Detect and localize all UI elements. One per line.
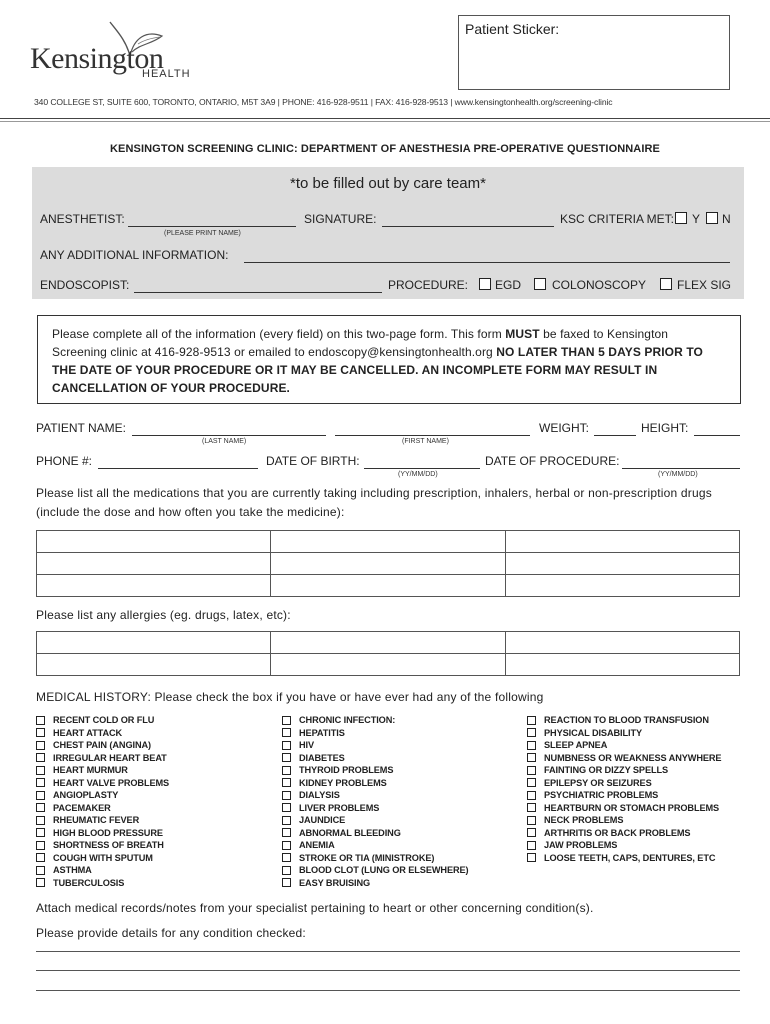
table-cell[interactable] (505, 575, 739, 597)
condition-checkbox[interactable] (282, 778, 291, 787)
ksc-no-label: N (722, 212, 731, 226)
medical-history-item (282, 814, 469, 827)
medical-history-item (527, 839, 721, 852)
phone-label: PHONE #: (36, 454, 93, 468)
condition-checkbox[interactable] (527, 728, 536, 737)
last-name-field[interactable] (132, 435, 326, 436)
patient-sticker-label: Patient Sticker: (465, 21, 560, 37)
condition-checkbox[interactable] (282, 716, 291, 725)
allergies-prompt: Please list any allergies (eg. drugs, latex, etc): (36, 608, 291, 622)
medical-history-item (282, 764, 469, 777)
medical-history-item (282, 789, 469, 802)
notice-text-2: be faxed to Kensington Screening clinic at 416-928-9513 or emailed to endoscopy@kensingtonhealth.org (52, 327, 669, 359)
medical-history-item (527, 789, 721, 802)
procedure-flex-sig-checkbox[interactable] (660, 278, 672, 290)
table-cell[interactable] (37, 531, 271, 553)
logo-health: HEALTH (142, 68, 191, 80)
attach-records-note: Attach medical records/notes from your specialist pertaining to heart or other concerning condition(s). (36, 901, 594, 915)
endoscopist-field[interactable] (134, 292, 382, 293)
condition-label: ANEMIA (299, 840, 335, 850)
condition-checkbox[interactable] (282, 878, 291, 887)
table-cell[interactable] (37, 553, 271, 575)
condition-checkbox[interactable] (282, 866, 291, 875)
care-team-section (32, 167, 744, 299)
medical-history-item (36, 864, 169, 877)
procedure-colonoscopy-label: COLONOSCOPY (552, 278, 647, 292)
medical-history-item (282, 714, 469, 727)
medical-history-item (36, 839, 169, 852)
condition-label: COUGH WITH SPUTUM (53, 852, 153, 863)
completion-notice (37, 315, 741, 404)
medical-history-col-2 (282, 714, 469, 889)
table-row (37, 531, 740, 553)
form-title: KENSINGTON SCREENING CLINIC: DEPARTMENT OF ANESTHESIA PRE-OPERATIVE QUESTIONNAIRE (110, 143, 660, 155)
medical-history-item (282, 877, 469, 890)
condition-checkbox[interactable] (527, 778, 536, 787)
condition-label: BLOOD CLOT (LUNG OR ELSEWHERE) (299, 865, 469, 875)
table-row (37, 654, 740, 676)
table-cell[interactable] (37, 575, 271, 597)
medical-history-item (527, 814, 721, 827)
medical-history-item (527, 752, 721, 765)
medical-history-item (36, 764, 169, 777)
condition-label: PHYSICAL DISABILITY (544, 727, 642, 738)
condition-label: LOOSE TEETH, CAPS, DENTURES, ETC (544, 852, 716, 863)
condition-checkbox[interactable] (527, 803, 536, 812)
medical-history-item (36, 777, 169, 790)
medical-history-item (527, 827, 721, 840)
medical-history-item (527, 714, 721, 727)
weight-field[interactable] (594, 435, 636, 436)
table-cell[interactable] (271, 531, 505, 553)
logo (30, 18, 200, 80)
condition-label: HEART VALVE PROBLEMS (53, 777, 170, 788)
condition-checkbox[interactable] (36, 828, 45, 837)
condition-label: ARTHRITIS OR BACK PROBLEMS (544, 827, 691, 838)
ksc-no-checkbox[interactable] (706, 212, 718, 224)
condition-label: SLEEP APNEA (544, 740, 608, 750)
condition-checkbox[interactable] (36, 853, 45, 862)
signature-field[interactable] (382, 226, 554, 227)
condition-label: RHEUMATIC FEVER (53, 815, 140, 825)
height-label: HEIGHT: (641, 421, 689, 435)
condition-checkbox[interactable] (527, 766, 536, 775)
medications-table (36, 530, 740, 597)
condition-label: REACTION TO BLOOD TRANSFUSION (544, 715, 709, 725)
header-divider (0, 118, 770, 119)
last-name-hint: (LAST NAME) (202, 438, 247, 445)
patient-sticker-box (458, 15, 730, 90)
condition-label: CHEST PAIN (ANGINA) (53, 740, 151, 750)
procedure-label: PROCEDURE: (388, 278, 469, 292)
table-cell[interactable] (271, 654, 505, 676)
condition-checkbox[interactable] (36, 878, 45, 887)
procedure-colonoscopy-checkbox[interactable] (534, 278, 546, 290)
condition-checkbox[interactable] (282, 791, 291, 800)
clinic-address: 340 COLLEGE ST, SUITE 600, TORONTO, ONTARIO, M5T 3A9 | PHONE: 416-928-9511 | FAX: 416-928-9513 | www.kensingtonhealth.org/screening-clinic (34, 97, 613, 107)
medical-history-item (527, 764, 721, 777)
procedure-date-hint: (YY/MM/DD) (658, 471, 698, 478)
medical-history-item (527, 777, 721, 790)
procedure-date-label: DATE OF PROCEDURE: (485, 454, 620, 468)
dob-hint: (YY/MM/DD) (398, 471, 438, 478)
condition-checkbox[interactable] (282, 803, 291, 812)
condition-checkbox[interactable] (36, 803, 45, 812)
medical-history-item (36, 802, 169, 815)
header-divider-2 (0, 121, 770, 122)
endoscopist-label: ENDOSCOPIST: (40, 278, 130, 292)
table-cell[interactable] (505, 654, 739, 676)
medical-history-item (282, 864, 469, 877)
condition-label: NUMBNESS OR WEAKNESS ANYWHERE (544, 752, 722, 763)
medical-history-item (36, 727, 169, 740)
condition-checkbox[interactable] (36, 791, 45, 800)
details-line[interactable] (36, 951, 740, 952)
condition-label: FAINTING OR DIZZY SPELLS (544, 765, 669, 775)
table-cell[interactable] (37, 654, 271, 676)
condition-label: STROKE OR TIA (MINISTROKE) (299, 852, 435, 863)
details-prompt: Please provide details for any condition checked: (36, 926, 306, 940)
table-cell[interactable] (271, 632, 505, 654)
medical-history-item (36, 714, 169, 727)
details-line[interactable] (36, 970, 740, 971)
condition-checkbox[interactable] (527, 853, 536, 862)
condition-label: RECENT COLD OR FLU (53, 715, 155, 725)
condition-checkbox[interactable] (36, 866, 45, 875)
condition-checkbox[interactable] (36, 716, 45, 725)
condition-label: JAW PROBLEMS (544, 840, 618, 850)
dob-field[interactable] (364, 468, 480, 469)
care-team-heading: *to be filled out by care team* (290, 175, 486, 192)
additional-info-field[interactable] (244, 262, 730, 263)
details-line[interactable] (36, 990, 740, 991)
condition-label: KIDNEY PROBLEMS (299, 777, 387, 788)
condition-label: PSYCHIATRIC PROBLEMS (544, 790, 659, 800)
table-cell[interactable] (505, 531, 739, 553)
medical-history-item (282, 777, 469, 790)
medical-history-item (282, 827, 469, 840)
medical-history-col-1 (36, 714, 169, 889)
anesthetist-field[interactable] (128, 226, 296, 227)
condition-checkbox[interactable] (36, 841, 45, 850)
condition-label: THYROID PROBLEMS (299, 765, 394, 775)
condition-checkbox[interactable] (36, 728, 45, 737)
condition-checkbox[interactable] (36, 778, 45, 787)
procedure-flex-sig-label: FLEX SIG (677, 278, 732, 292)
table-row (37, 553, 740, 575)
medical-history-item (527, 802, 721, 815)
condition-label: HEART ATTACK (53, 727, 123, 738)
medical-history-item (36, 752, 169, 765)
medical-history-item (36, 739, 169, 752)
condition-label: EASY BRUISING (299, 877, 371, 888)
table-cell[interactable] (505, 632, 739, 654)
condition-checkbox[interactable] (282, 841, 291, 850)
condition-label: HEPATITIS (299, 727, 345, 738)
allergies-table (36, 631, 740, 676)
condition-checkbox[interactable] (36, 753, 45, 762)
additional-info-label: ANY ADDITIONAL INFORMATION: (40, 248, 229, 262)
condition-label: JAUNDICE (299, 815, 346, 825)
notice-must: MUST (505, 327, 540, 341)
medical-history-item (36, 827, 169, 840)
medical-history-item (527, 727, 721, 740)
medical-history-item (282, 752, 469, 765)
table-cell[interactable] (37, 632, 271, 654)
medical-history-item (527, 852, 721, 865)
dob-label: DATE OF BIRTH: (266, 454, 360, 468)
medical-history-item (282, 852, 469, 865)
condition-checkbox[interactable] (527, 828, 536, 837)
table-cell[interactable] (271, 575, 505, 597)
condition-label: CHRONIC INFECTION: (299, 715, 396, 725)
logo-wordmark: Kensington (30, 42, 164, 75)
condition-label: PACEMAKER (53, 802, 111, 813)
table-row (37, 632, 740, 654)
first-name-hint: (FIRST NAME) (402, 438, 449, 445)
condition-checkbox[interactable] (282, 753, 291, 762)
condition-checkbox[interactable] (282, 853, 291, 862)
height-field[interactable] (694, 435, 740, 436)
condition-label: ABNORMAL BLEEDING (299, 827, 401, 838)
condition-label: HIV (299, 740, 315, 750)
phone-field[interactable] (98, 468, 258, 469)
notice-text-1: Please complete all of the information (every field) on this two-page form. This form (52, 327, 506, 341)
condition-checkbox[interactable] (282, 816, 291, 825)
medical-history-col-3 (527, 714, 721, 864)
condition-checkbox[interactable] (527, 741, 536, 750)
condition-checkbox[interactable] (527, 753, 536, 762)
condition-checkbox[interactable] (282, 741, 291, 750)
anesthetist-label: ANESTHETIST: (40, 212, 125, 226)
patient-name-label: PATIENT NAME: (36, 421, 127, 435)
condition-label: IRREGULAR HEART BEAT (53, 752, 167, 763)
condition-checkbox[interactable] (527, 816, 536, 825)
condition-label: DIALYSIS (299, 790, 340, 800)
condition-checkbox[interactable] (282, 828, 291, 837)
condition-checkbox[interactable] (527, 791, 536, 800)
condition-label: ASTHMA (53, 865, 92, 875)
condition-checkbox[interactable] (527, 716, 536, 725)
medications-prompt: Please list all the medications that you are currently taking including prescription, inhalers, herbal or non-prescription drugs (include the dose and how often you take the medicine): (36, 486, 712, 519)
condition-label: SHORTNESS OF BREATH (53, 840, 164, 850)
table-cell[interactable] (505, 553, 739, 575)
procedure-egd-checkbox[interactable] (479, 278, 491, 290)
medical-history-item (282, 739, 469, 752)
medical-history-item (282, 839, 469, 852)
medical-history-item (282, 802, 469, 815)
medical-history-item (282, 727, 469, 740)
ksc-yes-checkbox[interactable] (675, 212, 687, 224)
table-cell[interactable] (271, 553, 505, 575)
condition-label: DIABETES (299, 752, 345, 763)
condition-label: HEARTBURN OR STOMACH PROBLEMS (544, 802, 720, 813)
medical-history-item (527, 739, 721, 752)
weight-label: WEIGHT: (539, 421, 589, 435)
condition-checkbox[interactable] (36, 816, 45, 825)
condition-label: NECK PROBLEMS (544, 815, 624, 825)
signature-label: SIGNATURE: (304, 212, 377, 226)
condition-label: EPILEPSY OR SEIZURES (544, 777, 652, 788)
medical-history-heading: MEDICAL HISTORY: Please check the box if you have or have ever had any of the following (36, 690, 544, 704)
condition-label: TUBERCULOSIS (53, 877, 125, 888)
first-name-field[interactable] (335, 435, 530, 436)
condition-checkbox[interactable] (36, 741, 45, 750)
condition-label: HEART MURMUR (53, 765, 128, 775)
condition-checkbox[interactable] (282, 728, 291, 737)
notice-deadline: NO LATER THAN 5 DAYS PRIOR TO THE DATE OF YOUR PROCEDURE OR IT MAY BE CANCELLED. AN INCOMPLETE FORM MAY RESULT IN CANCELLATION OF YOUR PROCEDURE. (52, 345, 703, 395)
condition-checkbox[interactable] (527, 841, 536, 850)
condition-checkbox[interactable] (282, 766, 291, 775)
condition-label: ANGIOPLASTY (53, 790, 119, 800)
table-row (37, 575, 740, 597)
medical-history-item (36, 852, 169, 865)
condition-label: HIGH BLOOD PRESSURE (53, 827, 163, 838)
ksc-yes-label: Y (692, 212, 701, 226)
print-name-hint: (PLEASE PRINT NAME) (164, 230, 241, 237)
procedure-egd-label: EGD (495, 278, 522, 292)
medical-history-item (36, 877, 169, 890)
condition-label: LIVER PROBLEMS (299, 802, 380, 813)
condition-checkbox[interactable] (36, 766, 45, 775)
procedure-date-field[interactable] (622, 468, 740, 469)
ksc-criteria-label: KSC CRITERIA MET: (560, 212, 675, 226)
medical-history-item (36, 789, 169, 802)
medical-history-item (36, 814, 169, 827)
